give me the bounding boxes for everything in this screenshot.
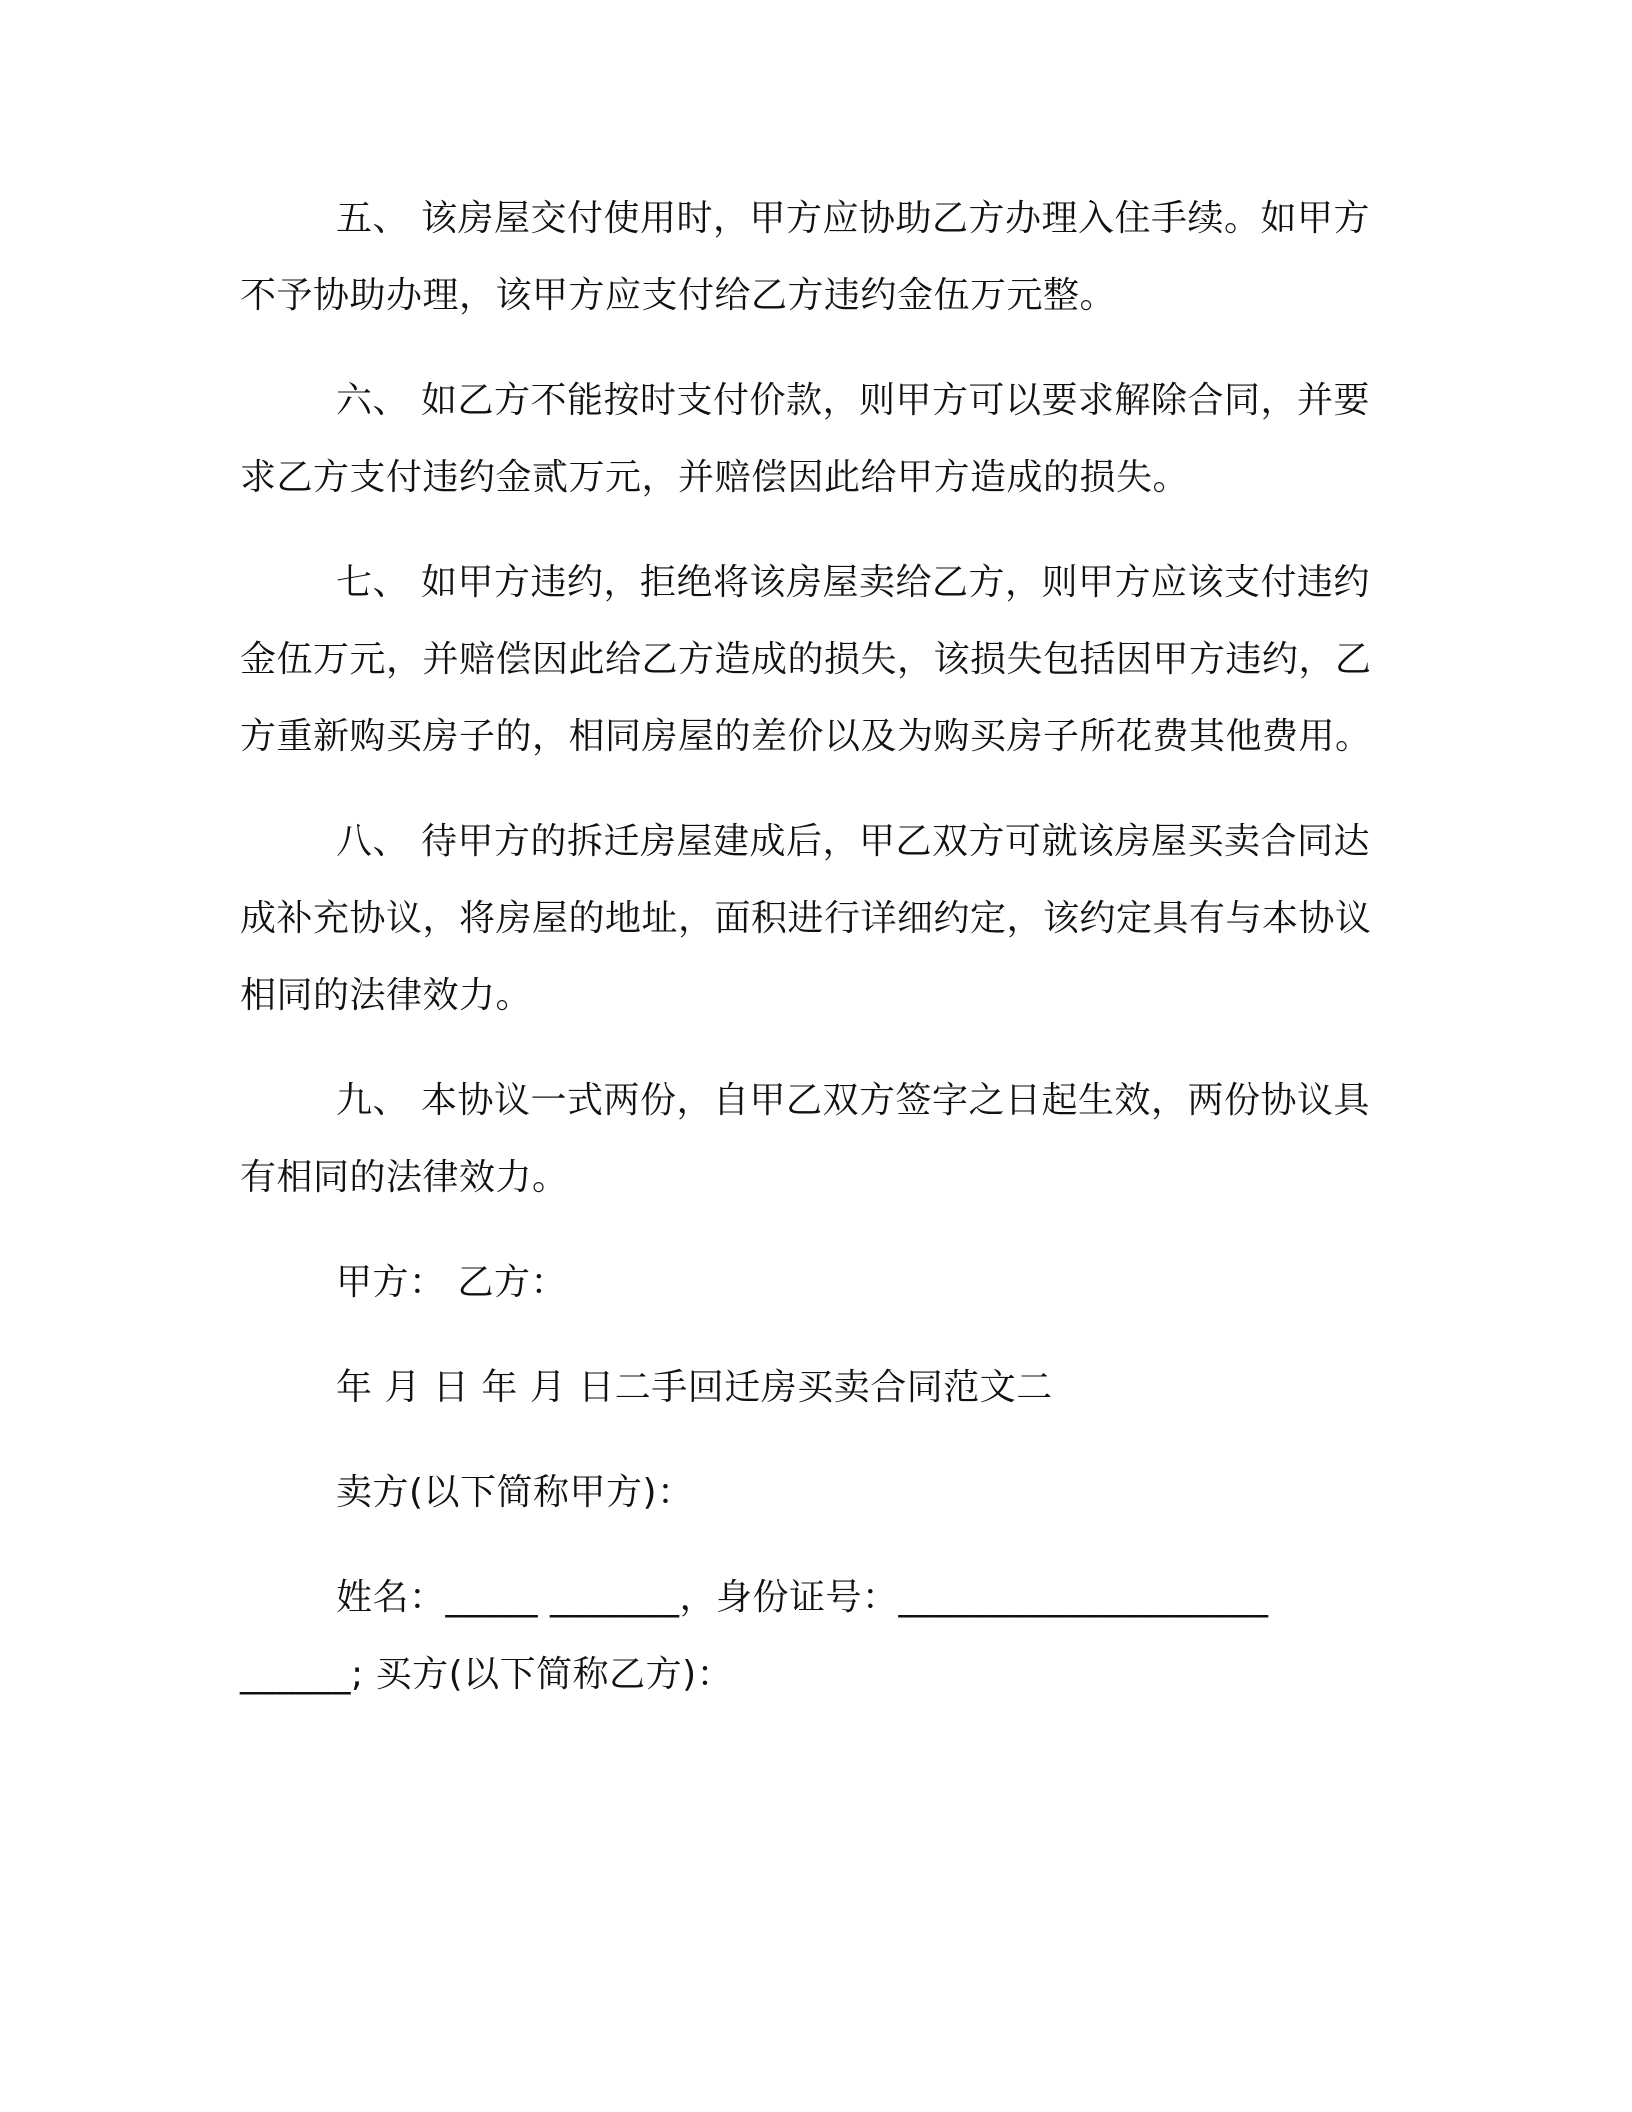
clause-5: 五、 该房屋交付使用时，甲方应协助乙方办理入住手续。如甲方不予协助办理，该甲方应支付给乙方违约金伍万元整。 xyxy=(240,198,1370,316)
name-id-text: 姓名：_____ _______，身份证号：____________________ xyxy=(336,1577,1269,1618)
clause-7: 七、 如甲方违约，拒绝将该房屋卖给乙方，则甲方应该支付违约金伍万元，并赔偿因此给乙方造成的损失，该损失包括因甲方违约，乙方重新购买房子的，相同房屋的差价以及为购买房子所花费其他费用。 xyxy=(240,562,1372,757)
clause-9: 九、 本协议一式两份，自甲乙双方签字之日起生效，两份协议具有相同的法律效力。 xyxy=(240,1080,1370,1198)
document-body xyxy=(240,180,1380,1741)
signature-line: 甲方： 乙方： xyxy=(336,1262,567,1303)
clause-8: 八、 待甲方的拆迁房屋建成后，甲乙双方可就该房屋买卖合同达成补充协议，将房屋的地址，面积进行详细约定，该约定具有与本协议相同的法律效力。 xyxy=(240,821,1372,1016)
seller-heading: 卖方(以下简称甲方)： xyxy=(336,1472,694,1513)
clause-6: 六、 如乙方不能按时支付价款，则甲方可以要求解除合同，并要求乙方支付违约金贰万元，并赔偿因此给甲方造成的损失。 xyxy=(240,380,1370,498)
buyer-heading: ______; 买方(以下简称乙方)： xyxy=(240,1654,734,1695)
name-id-line xyxy=(240,1559,1380,1713)
date-and-title-line: 年 月 日 年 月 日二手回迁房买卖合同范文二 xyxy=(336,1367,1053,1408)
